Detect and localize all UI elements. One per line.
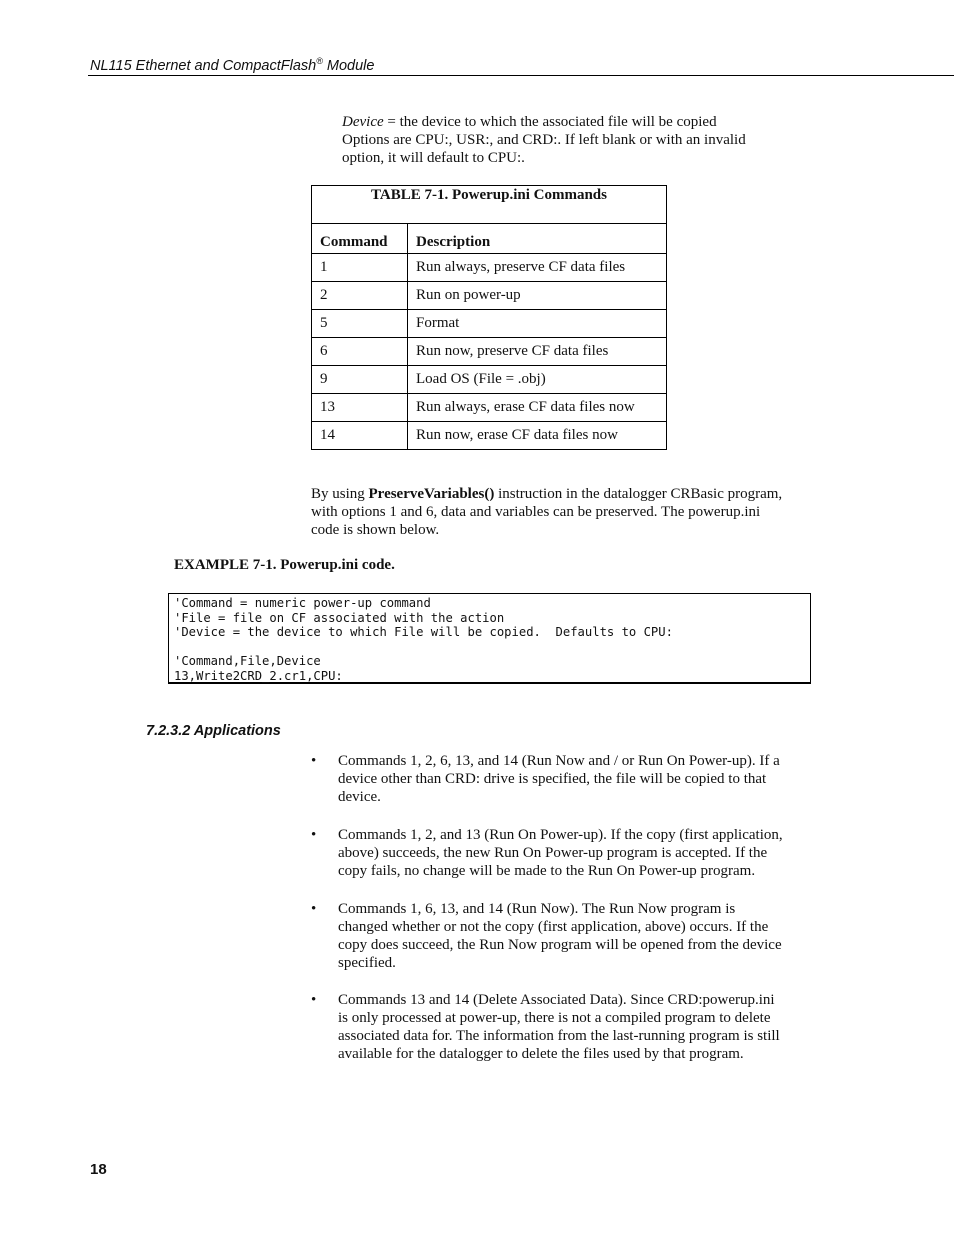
bullet-line: copy fails, no change will be made to the Run On Power-up program. [338,863,756,879]
header-title [90,56,374,74]
bullet-text [338,752,813,806]
preserve-line-1-text: instruction in the datalogger CRBasic program, [494,486,783,502]
command-cell: 1 [312,254,408,282]
registered-mark: ® [316,56,323,66]
bullet-line: specified. [338,955,396,971]
description-cell: Load OS (File = .obj) [408,366,667,394]
table-row [312,254,667,282]
device-line-1 [342,113,772,131]
table-row [312,310,667,338]
bullet-line: Commands 1, 6, 13, and 14 (Run Now). The Run Now program is [338,901,736,917]
bullet-line: copy does succeed, the Run Now program will be opened from the device [338,937,782,953]
code-example-box [168,593,811,684]
bullet-text [338,900,813,972]
section-heading: 7.2.3.2 Applications [146,723,281,739]
example-title: EXAMPLE 7-1. Powerup.ini code. [174,557,395,573]
bullet-line: changed whether or not the copy (first application, above) occurs. If the [338,919,769,935]
description-cell: Run always, preserve CF data files [408,254,667,282]
bullet-line: available for the datalogger to delete the files used by that program. [338,1046,744,1062]
command-cell: 14 [312,422,408,450]
table-row [312,366,667,394]
command-cell: 13 [312,394,408,422]
column-header-command: Command [312,224,408,254]
column-header-description: Description [408,224,667,254]
bullet-line: Commands 1, 2, 6, 13, and 14 (Run Now and / or Run On Power-up). If a [338,753,780,769]
code-block: 'Command = numeric power-up command 'File = file on CF associated with the action 'Device = the device to which File will be copied. Defaults to CPU: 'Command,File,Device 13,Write2CRD_2.cr1,CPU: [174,596,673,683]
description-cell: Run always, erase CF data files now [408,394,667,422]
description-cell: Run now, preserve CF data files [408,338,667,366]
header-title-suffix: Module [322,57,375,74]
bullet-line: associated data for. The information from the last-running program is still [338,1028,780,1044]
bullet-icon: • [311,827,317,843]
preserve-prefix: By using [311,486,369,502]
page-number: 18 [90,1161,107,1178]
bullet-icon: • [311,992,317,1008]
device-line-1-text: = the device to which the associated file will be copied [383,114,717,130]
table-row [312,282,667,310]
page-header [88,55,954,76]
table-row [312,394,667,422]
bullet-line: Commands 13 and 14 (Delete Associated Data). Since CRD:powerup.ini [338,992,775,1008]
bullet-line: Commands 1, 2, and 13 (Run On Power-up). If the copy (first application, [338,827,783,843]
preserve-instruction-name: PreserveVariables() [368,486,495,502]
device-line-3: option, it will default to CPU:. [342,150,525,166]
description-cell: Format [408,310,667,338]
bullet-line: device other than CRD: drive is specified, the file will be copied to that [338,771,767,787]
bullet-line: device. [338,789,381,805]
description-cell: Run now, erase CF data files now [408,422,667,450]
device-paragraph [342,113,772,167]
device-line-2: Options are CPU:, USR:, and CRD:. If left blank or with an invalid [342,132,746,148]
command-cell: 2 [312,282,408,310]
table-caption: TABLE 7-1. Powerup.ini Commands [312,186,667,224]
bullet-icon: • [311,901,317,917]
preserve-line-3: code is shown below. [311,522,440,538]
command-cell: 5 [312,310,408,338]
table-caption-row [312,186,667,224]
command-cell: 9 [312,366,408,394]
bullet-line: above) succeeds, the new Run On Power-up program is accepted. If the [338,845,768,861]
bullet-text [338,991,813,1063]
preserve-line-2: with options 1 and 6, data and variables can be preserved. The powerup.ini [311,504,761,520]
bullet-icon: • [311,753,317,769]
table-header-row [312,224,667,254]
header-title-text: NL115 Ethernet and CompactFlash [90,57,317,74]
device-term: Device [342,114,384,130]
description-cell: Run on power-up [408,282,667,310]
table-row [312,422,667,450]
bullet-line: is only processed at power-up, there is not a compiled program to delete [338,1010,771,1026]
table-row [312,338,667,366]
preserve-line-1 [311,485,811,503]
bullet-text [338,826,813,880]
preserve-variables-paragraph [311,485,811,539]
command-cell: 6 [312,338,408,366]
powerup-commands-table [311,185,667,450]
